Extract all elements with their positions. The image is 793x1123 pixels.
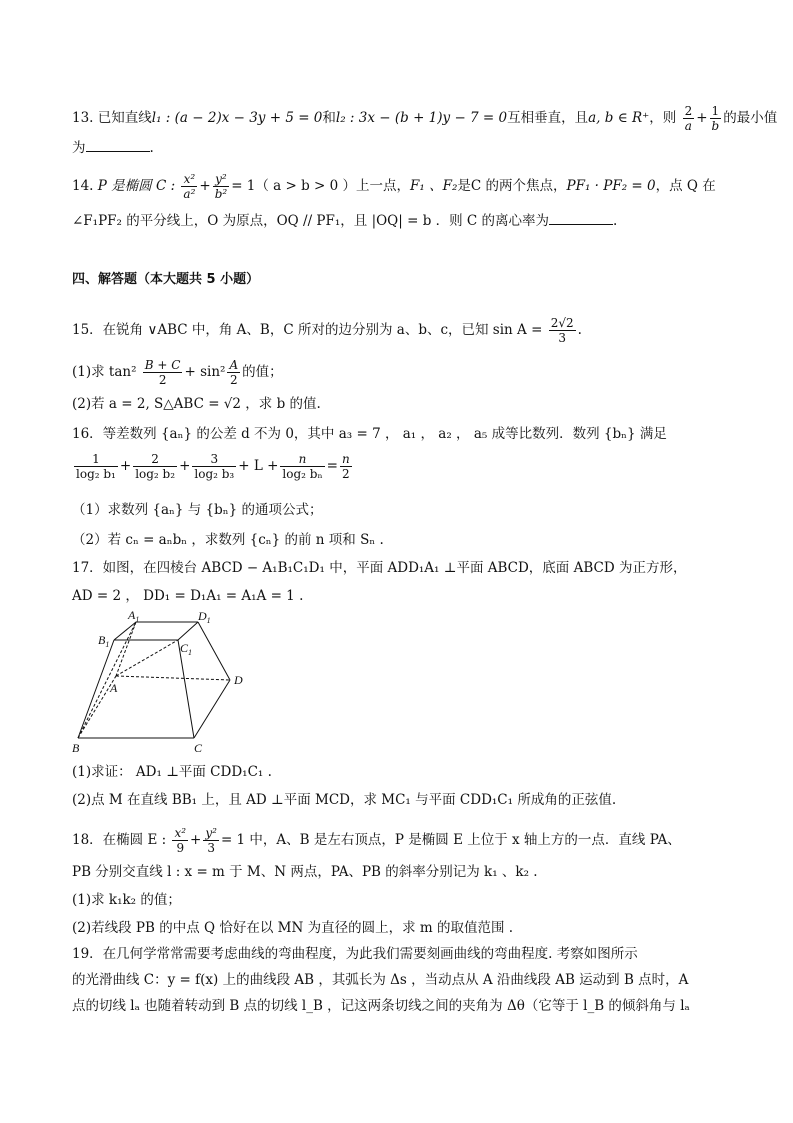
frac-den: b <box>711 119 720 133</box>
label-sub: 1 <box>188 648 193 657</box>
q14-line2 <box>72 211 733 231</box>
q16-term-1 <box>74 452 118 481</box>
answer-blank[interactable] <box>86 139 150 152</box>
q13-line-l1: l₁ : (a − 2)x − 3y + 5 = 0 <box>151 110 323 126</box>
q16-equation: $\frac{1}{\text{log₂ b₁}}$ + $\frac{2}{\text{log₂ b₂}}$ + $\frac{3}{\text{log₂ b₃}}$ + L + $\frac{n}{\text{log₂ bₙ}}$ = $\frac{n}{2}$ <box>76 452 350 481</box>
frac-den: b² <box>214 187 228 201</box>
q15-p1-text: (1)求 tan² <box>72 364 137 380</box>
q14-text2: = 1（ a > b > 0 ）上一点， <box>231 178 411 194</box>
frac-num: 1 <box>74 452 118 467</box>
edge-D1D <box>198 622 230 680</box>
q14-foci: F₁ 、F₂ <box>410 178 458 194</box>
q16-term-3 <box>192 452 236 481</box>
q14-line1 <box>72 172 733 201</box>
q13-frac-1-over-b <box>710 104 722 133</box>
q13-text: 已知直线 <box>97 110 152 126</box>
answer-blank[interactable] <box>549 212 613 225</box>
section-heading: 四、解答题（本大题共 5 小题） <box>72 272 260 287</box>
frustum-figure <box>70 610 260 756</box>
edge-C1D1 <box>178 622 198 640</box>
period: . <box>613 213 618 229</box>
q16-part2: （2）若 cₙ = aₙbₙ ，求数列 {cₙ} 的前 n 项和 Sₙ . <box>72 532 384 548</box>
q17-part1: (1)求证： AD₁ ⊥平面 CDD₁C₁ . <box>72 764 272 780</box>
label-sub: 1 <box>105 640 110 649</box>
plus: + <box>199 178 211 194</box>
q14-frac-x <box>181 172 197 201</box>
q15-line1 <box>72 316 733 345</box>
label-C1 <box>180 641 192 657</box>
q16-part1: （1）求数列 {aₙ} 与 {bₙ} 的通项公式； <box>72 502 323 518</box>
frac-den: 2 <box>158 373 167 387</box>
frac-den: 3 <box>207 841 215 855</box>
q14-dot-product: PF₁ · PF₂ = 0 <box>566 178 656 194</box>
q13-text4: 的最小值 <box>723 110 778 126</box>
frac-den: a² <box>183 187 196 201</box>
edge-AC1 <box>116 640 178 676</box>
q18-part2: (2)若线段 PB 的中点 Q 恰好在以 MN 为直径的圆上，求 m 的取值范围 . <box>72 920 514 936</box>
q18-frac-x <box>172 826 188 855</box>
q13-frac-2-over-a <box>683 104 695 133</box>
frac-den: log₂ b₃ <box>194 467 235 481</box>
q14-text3: 是 <box>457 178 471 194</box>
q15-part2: (2)若 a = 2, S△ABC = √2 ，求 b 的值. <box>72 396 321 412</box>
q15-part1 <box>72 358 733 387</box>
frac-den: 2 <box>229 373 238 387</box>
q18-frac-y <box>203 826 219 855</box>
equals: = <box>326 458 338 474</box>
ellipsis: + L + <box>238 458 279 474</box>
frustum-diagram <box>70 610 260 756</box>
frac-num: n <box>341 452 350 466</box>
label-sub: 1 <box>206 616 211 625</box>
label-sub: 1 <box>135 615 140 624</box>
q13-line1 <box>72 104 778 133</box>
frac-den: log₂ bₙ <box>282 467 323 481</box>
q13-text2: 互相垂直，且 <box>507 110 589 126</box>
frac-num: 3 <box>192 452 236 467</box>
q14-text4: C 的两个焦点， <box>470 178 567 194</box>
plus: + <box>696 110 708 126</box>
q14-text: P 是椭圆 C : <box>97 178 176 194</box>
frac-num: y² <box>213 172 230 187</box>
frac-num: 2 <box>133 452 177 467</box>
q19-line1: 19．在几何学常常需要考虑曲线的弯曲程度，为此我们需要刻画曲线的弯曲程度. 考察如图所示 <box>72 946 638 962</box>
label-B1 <box>98 633 109 649</box>
label-letter: C <box>180 641 189 655</box>
q13-line2 <box>72 138 733 158</box>
q13-condition: a, b ∈ R⁺ <box>588 110 650 126</box>
q19-line2: 的光滑曲线 C：y = f(x) 上的曲线段 AB ，其弧长为 Δs ，当动点从 A 沿曲线段 AB 运动到 B 点时，A <box>72 972 689 988</box>
edge-CD <box>194 680 230 738</box>
q15-p1-text3: 的值； <box>242 364 283 380</box>
edge-AD <box>116 676 230 680</box>
q16-term-2 <box>133 452 177 481</box>
q14-number: 14. <box>72 178 94 194</box>
label-B: B <box>72 741 80 755</box>
frac-den: log₂ b₁ <box>76 467 116 481</box>
q18-line2: PB 分别交直线 l : x = m 于 M、N 两点，PA、PB 的斜率分别记为 k₁ 、k₂ . <box>72 864 538 880</box>
frac-den: log₂ b₂ <box>135 467 176 481</box>
label-D: D <box>234 673 243 687</box>
frac-num: B + C <box>144 358 181 372</box>
frac-den: 3 <box>558 331 566 345</box>
q15-text: 15．在锐角 ∨ABC 中，角 A、B，C 所对的边分别为 a、b、c，已知 sin A = <box>72 322 543 338</box>
q17-part2: (2)点 M 在直线 BB₁ 上，且 AD ⊥平面 MCD，求 MC₁ 与平面 CDD₁C₁ 所成角的正弦值. <box>72 792 617 808</box>
label-C: C <box>194 741 203 755</box>
q16-line1: 16．等差数列 {aₙ} 的公差 d 不为 0，其中 a₃ = 7 ， a₁ ， a₂ ， a₅ 成等比数列．数列 {bₙ} 满足 <box>72 426 667 442</box>
label-letter: A <box>128 610 136 622</box>
period: . <box>149 140 154 156</box>
frac-num: x² <box>174 826 187 840</box>
q17-line2: AD = 2 ， DD₁ = D₁A₁ = A₁A = 1 . <box>72 588 304 604</box>
q16-rhs <box>340 452 352 481</box>
q18-line1 <box>72 826 733 855</box>
label-A1 <box>127 610 139 624</box>
q15-frac-A <box>227 358 240 387</box>
q18-text: 18．在椭圆 E : <box>72 832 167 848</box>
edge-B1A1 <box>114 622 136 640</box>
q13-line-l2: l₂ : 3x − (b + 1)y − 7 = 0 <box>335 110 508 126</box>
plus: + <box>190 832 202 848</box>
label-letter: B <box>98 633 106 647</box>
period: . <box>577 322 582 338</box>
q14-frac-y <box>213 172 230 201</box>
q14-text6: ∠F₁PF₂ 的平分线上，O 为原点，OQ // PF₁，且 |OQ| = b ．则 C 的离心率为 <box>72 213 550 229</box>
q15-frac-sinA <box>549 316 576 345</box>
frac-den: 2 <box>342 467 350 481</box>
q17-line1: 17．如图，在四棱台 ABCD − A₁B₁C₁D₁ 中，平面 ADD₁A₁ ⊥平面 ABCD，底面 ABCD 为正方形， <box>72 560 687 576</box>
q15-frac-BC <box>143 358 183 387</box>
frac-num: A <box>229 358 239 372</box>
frac-num: 2√2 <box>550 316 574 330</box>
q15-p1-text2: + sin² <box>184 364 226 380</box>
frac-num: y² <box>205 826 217 840</box>
frac-den: 9 <box>176 841 185 855</box>
frac-num: 1 <box>710 104 722 119</box>
q13-and: 和 <box>322 110 336 126</box>
q16-term-n <box>280 452 324 481</box>
frac-num: n <box>280 452 324 467</box>
frac-num: x² <box>181 172 197 187</box>
frac-den: a <box>684 119 692 133</box>
q13-text3: ，则 <box>649 110 677 126</box>
q18-part1: (1)求 k₁k₂ 的值； <box>72 892 181 908</box>
label-A: A <box>110 681 118 695</box>
q14-text5: ，点 Q 在 <box>655 178 716 194</box>
q18-text2: = 1 中，A、B 是左右顶点，P 是椭圆 E 上位于 x 轴上方的一点．直线 PA、 <box>220 832 681 848</box>
label-letter: D <box>198 610 207 623</box>
label-D1 <box>197 610 211 625</box>
q19-line3: 点的切线 lₐ 也随着转动到 B 点的切线 l_B ，记这两条切线之间的夹角为 Δθ（它等于 l_B 的倾斜角与 lₐ <box>72 998 690 1014</box>
q13-text5: 为 <box>72 140 86 156</box>
frac-num: 2 <box>684 104 693 118</box>
q13-number: 13. <box>72 110 94 126</box>
